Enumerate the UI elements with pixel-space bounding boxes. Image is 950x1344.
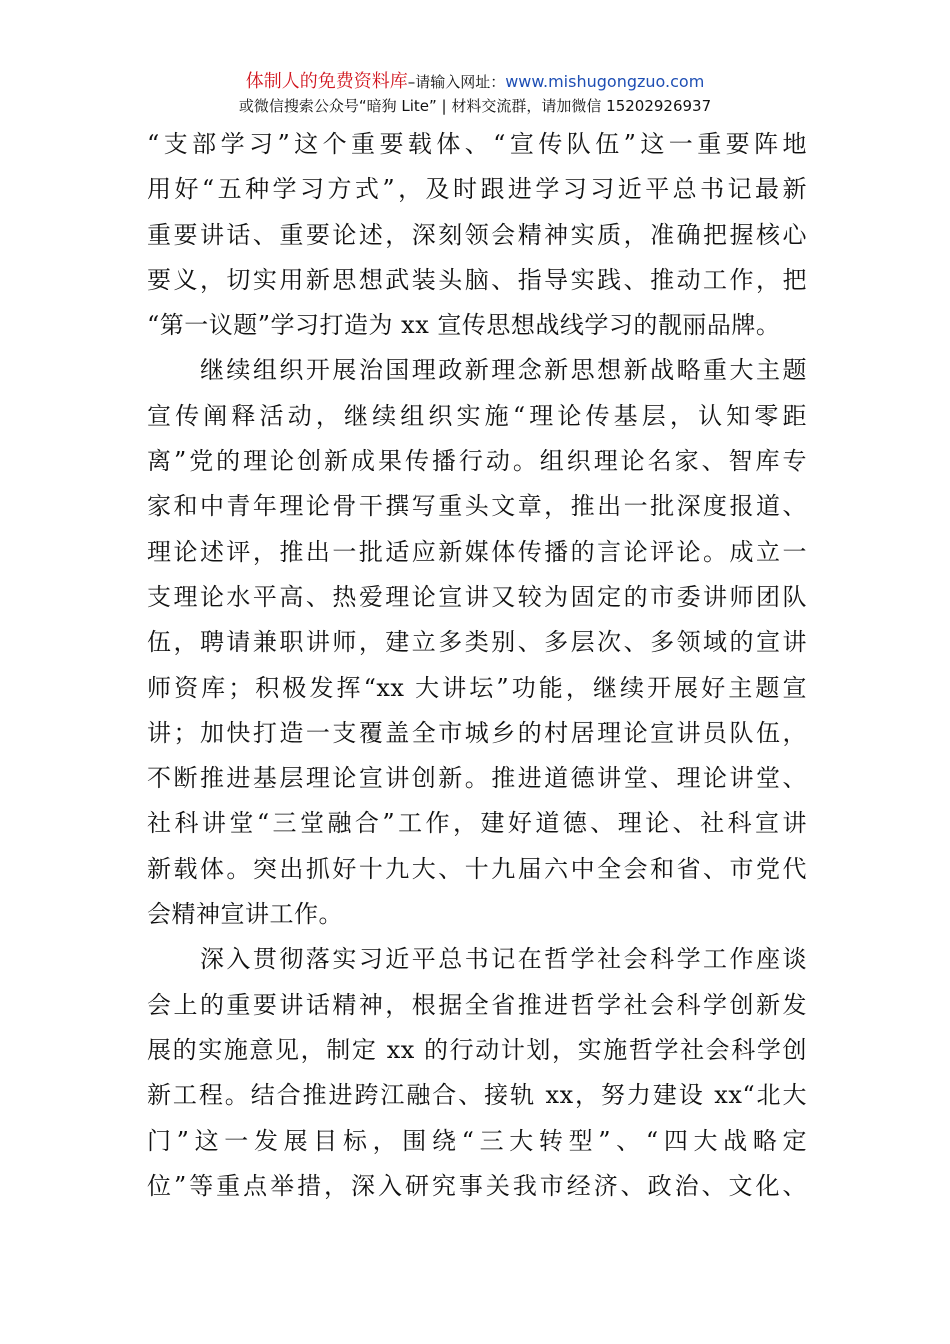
text-line: 社科讲堂“三堂融合”工作，建好道德、理论、社科宣讲	[147, 809, 807, 838]
website-link[interactable]: www.mishugongzuo.com	[505, 72, 705, 91]
text-line: 宣传阐释活动，继续组织实施“理论传基层，认知零距	[147, 401, 807, 430]
text-line: 继续组织开展治国理政新理念新思想新战略重大主题	[147, 356, 807, 385]
text-line: 重要讲话、重要论述，深刻领会精神实质，准确把握核心	[147, 220, 807, 249]
text-line: 要义，切实用新思想武装头脑、指导实践、推动工作，把	[147, 265, 807, 294]
text-line: 伍，聘请兼职讲师，建立多类别、多层次、多领域的宣讲	[147, 628, 807, 657]
text-line: 支理论水平高、热爱理论宣讲又较为固定的市委讲师团队	[147, 582, 807, 611]
paragraph-2	[147, 348, 807, 937]
text-line: 讲；加快打造一支覆盖全市城乡的村居理论宣讲员队伍，	[147, 718, 807, 747]
header-line-2: 或微信搜索公众号“暗狗 Lite” | 材料交流群，请加微信 15202926937	[238, 97, 712, 115]
text-line: 理论述评，推出一批适应新媒体传播的言论评论。成立一	[147, 537, 807, 566]
text-line: 新工程。结合推进跨江融合、接轨 xx，努力建设 xx“北大	[147, 1081, 807, 1110]
brand-title: 体制人的免费资料库	[245, 71, 408, 92]
text-line: 深入贯彻落实习近平总书记在哲学社会科学工作座谈	[147, 945, 807, 974]
text-line: 会精神宣讲工作。	[147, 900, 343, 929]
text-line: “支部学习”这个重要载体、“宣传队伍”这一重要阵地	[147, 130, 807, 158]
paragraph-3	[147, 937, 807, 1209]
text-line: 家和中青年理论骨干撰写重头文章，推出一批深度报道、	[147, 492, 807, 521]
paragraph-1	[147, 122, 807, 348]
url-prompt: –请输入网址：	[407, 73, 506, 91]
header-line-1	[0, 70, 950, 94]
text-line: 不断推进基层理论宣讲创新。推进道德讲堂、理论讲堂、	[147, 764, 807, 793]
text-line: 离”党的理论创新成果传播行动。组织理论名家、智库专	[147, 447, 807, 476]
text-line: 用好“五种学习方式”，及时跟进学习习近平总书记最新	[147, 175, 807, 204]
text-line: “第一议题”学习打造为 xx 宣传思想战线学习的靓丽品牌。	[147, 311, 781, 340]
text-line: 展的实施意见，制定 xx 的行动计划，实施哲学社会科学创	[147, 1035, 807, 1064]
text-line: 门”这一发展目标，围绕“三大转型”、“四大战略定	[147, 1126, 807, 1155]
text-line: 新载体。突出抓好十九大、十九届六中全会和省、市党代	[147, 854, 807, 883]
text-line: 会上的重要讲话精神，根据全省推进哲学社会科学创新发	[147, 990, 807, 1019]
page-header	[0, 70, 950, 118]
document-body	[147, 122, 807, 1209]
text-line: 师资库；积极发挥“xx 大讲坛”功能，继续开展好主题宣	[147, 673, 807, 702]
text-line: 位”等重点举措，深入研究事关我市经济、政治、文化、	[147, 1171, 807, 1200]
